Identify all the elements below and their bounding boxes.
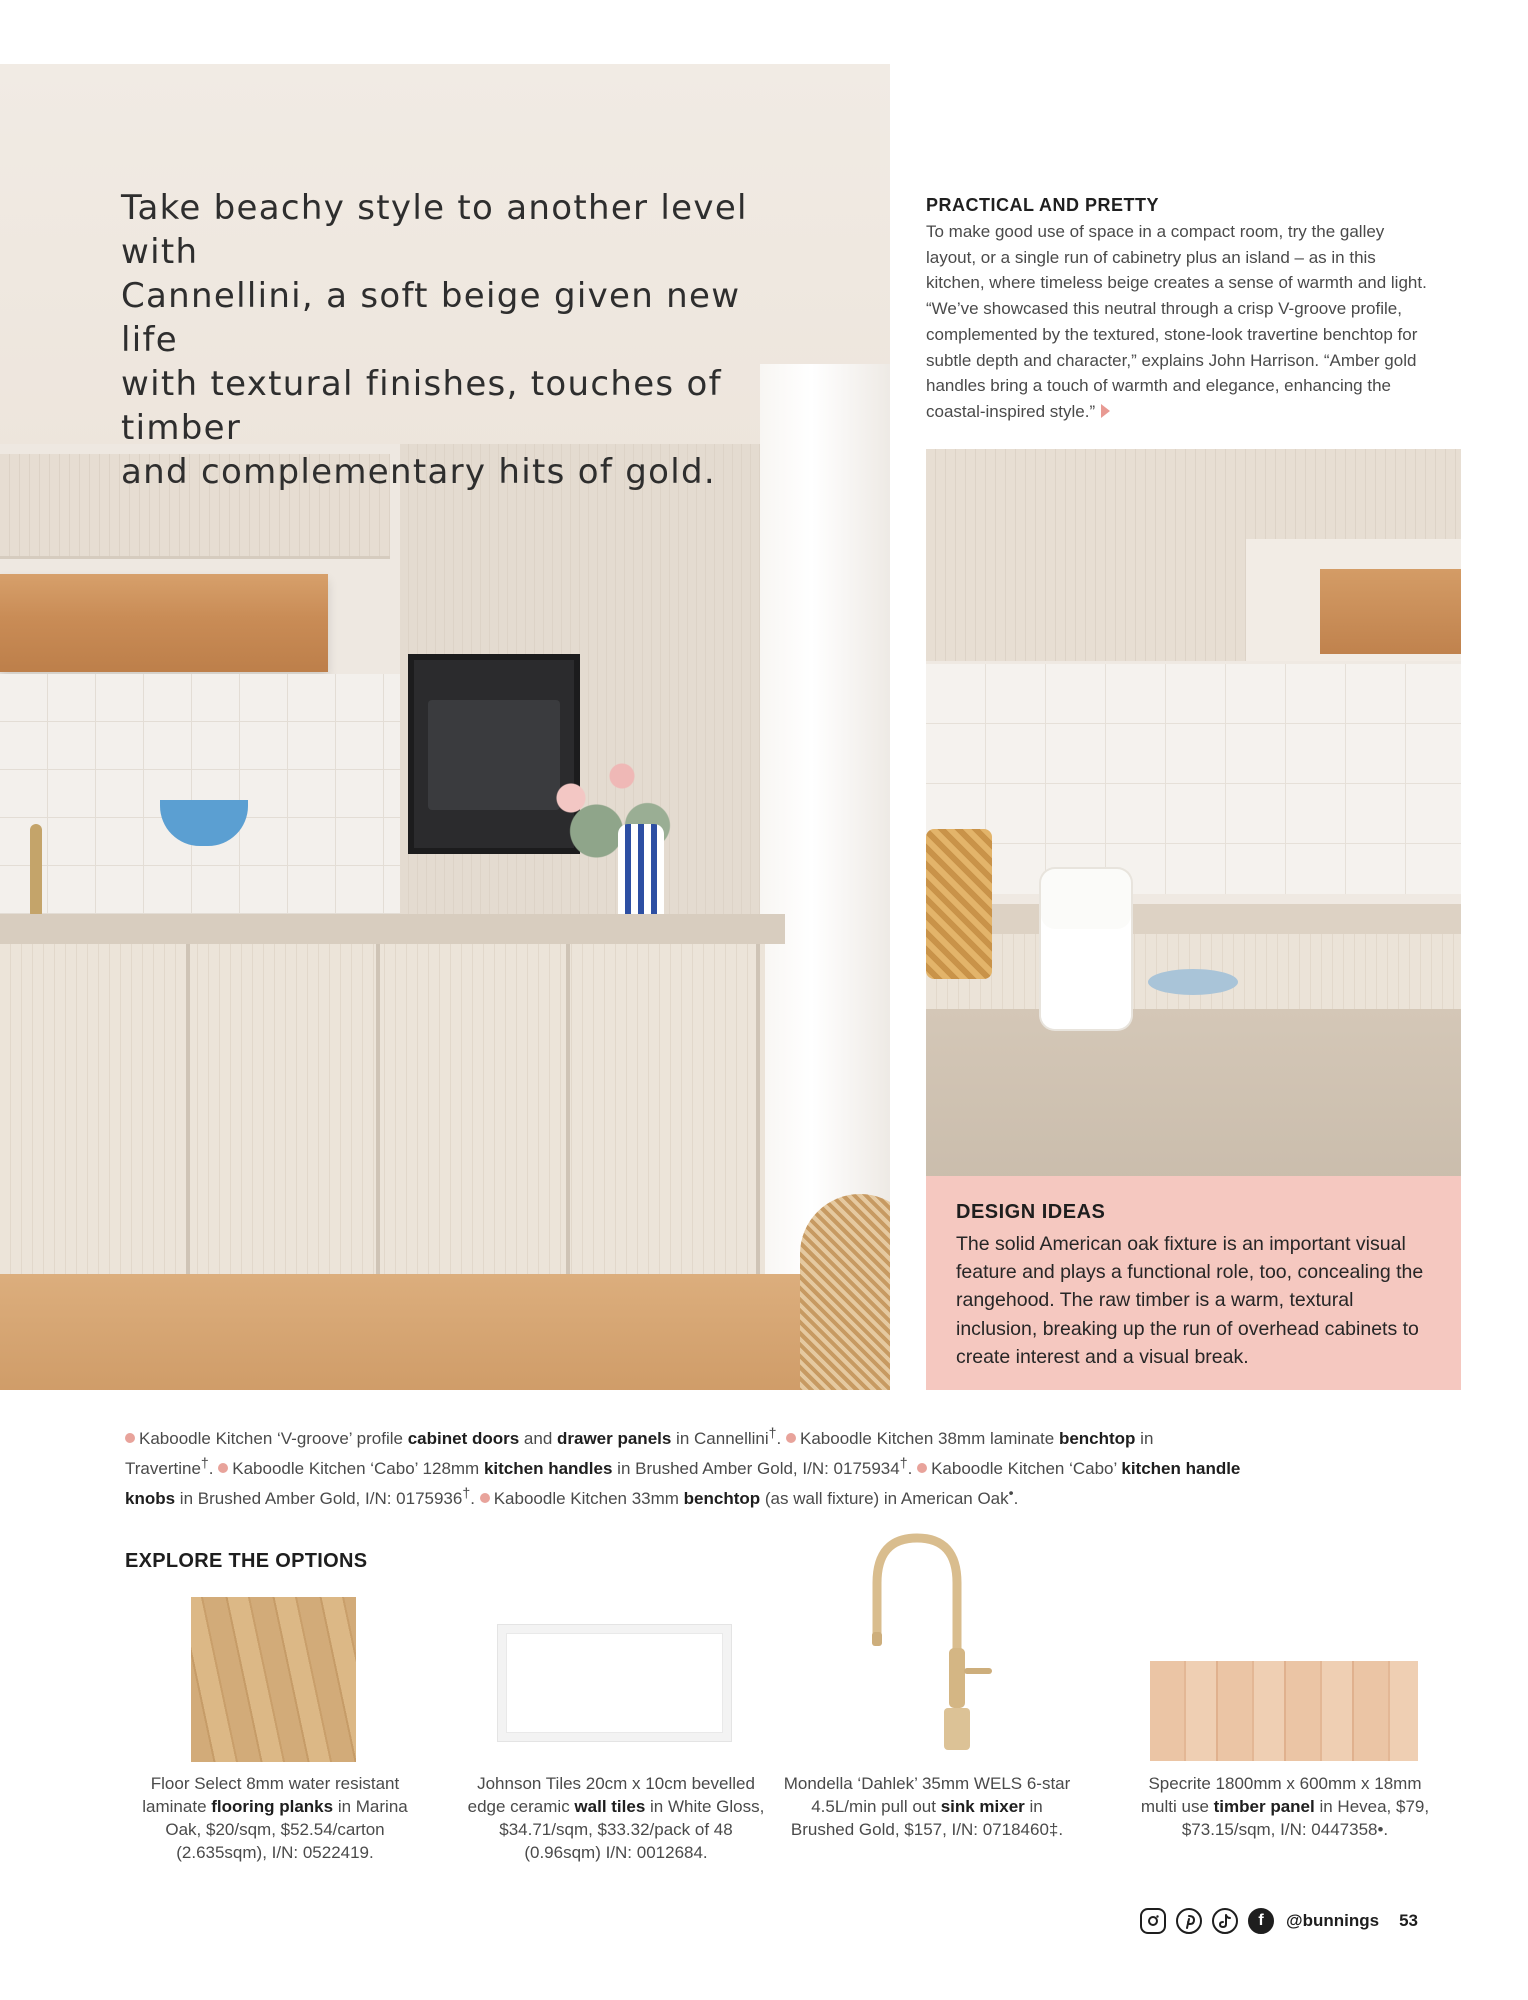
explore-heading: EXPLORE THE OPTIONS	[125, 1550, 368, 1572]
wall-tile-image	[497, 1624, 732, 1742]
design-ideas-heading: DESIGN IDEAS	[956, 1201, 1106, 1223]
bullet-icon	[917, 1463, 927, 1473]
bullet-icon	[480, 1493, 490, 1503]
product-flooring-text: Floor Select 8mm water resistant laminate flooring planks in Marina Oak, $20/sqm, $52.54/carton (2.635sqm), I/N: 0522419.	[142, 1774, 408, 1862]
design-ideas-box	[926, 1176, 1461, 1390]
caption-item: Kaboodle Kitchen 38mm laminate benchtop in Travertine†.	[125, 1428, 1154, 1478]
product-wall-tiles-text: Johnson Tiles 20cm x 10cm bevelled edge ceramic wall tiles in White Gloss, $34.71/sqm, $33.32/pack of 48 (0.96sqm) I/N: 0012684.	[467, 1774, 765, 1862]
caption-item: Kaboodle Kitchen ‘Cabo’ 128mm kitchen handles in Brushed Amber Gold, I/N: 0175934†.	[218, 1459, 912, 1478]
facebook-icon[interactable]: f	[1248, 1908, 1274, 1934]
bullet-icon	[125, 1433, 135, 1443]
sink-mixer-image	[852, 1528, 1002, 1758]
social-handle[interactable]: @bunnings	[1286, 1911, 1380, 1930]
product-sink-mixer-text: Mondella ‘Dahlek’ 35mm WELS 6-star 4.5L/min pull out sink mixer in Brushed Gold, $157, I/N: 0718460‡.	[783, 1774, 1071, 1839]
hero-quote-line: Take beachy style to another level with	[121, 188, 748, 272]
caption-item: Kaboodle Kitchen 33mm benchtop (as wall fixture) in American Oak•.	[480, 1489, 1019, 1508]
practical-body	[926, 219, 1432, 425]
caption-item: Kaboodle Kitchen ‘Cabo’ kitchen handle knobs in Brushed Amber Gold, I/N: 0175936†.	[125, 1458, 1241, 1508]
practical-heading: PRACTICAL AND PRETTY	[926, 195, 1160, 215]
product-timber-panel-text: Specrite 1800mm x 600mm x 18mm multi use timber panel in Hevea, $79, $73.15/sqm, I/N: 0447358•.	[1140, 1774, 1430, 1839]
flooring-planks-image	[191, 1597, 356, 1762]
kitchen-detail-photo	[926, 449, 1461, 1176]
page-footer	[1140, 1906, 1418, 1936]
bullet-icon	[218, 1463, 228, 1473]
caption-item: Kaboodle Kitchen ‘V-groove’ profile cabinet doors and drawer panels in Cannellini†.	[125, 1429, 781, 1448]
hero-quote-line: with textural finishes, touches of timber	[121, 364, 722, 448]
bullet-icon	[786, 1433, 796, 1443]
hero-quote-line: and complementary hits of gold.	[121, 452, 716, 492]
timber-panel-image	[1150, 1661, 1418, 1761]
tiktok-icon[interactable]	[1212, 1908, 1238, 1934]
practical-body-text: To make good use of space in a compact room, try the galley layout, or a single run of cabinetry plus an island – as in this kitchen, where timeless beige creates a sense of warmth and light. “We’ve showcased this neutral through a crisp V-groove profile, complemented by the textured, stone-look travertine benchtop for subtle depth and character,” explains John Harrison. “Amber gold handles bring a touch of warmth and elegance, enhancing the coastal-inspired style.”	[926, 222, 1427, 421]
design-ideas-body: The solid American oak fixture is an important visual feature and plays a functional role, too, concealing the rangehood. The raw timber is a warm, textural inclusion, breaking up the run of overhead cabinets to create interest and a visual break.	[956, 1233, 1424, 1368]
pinterest-icon[interactable]	[1176, 1908, 1202, 1934]
hero-quote	[121, 186, 801, 494]
instagram-icon[interactable]	[1140, 1908, 1166, 1934]
product-caption	[125, 1421, 1245, 1511]
continue-arrow-icon	[1101, 404, 1110, 418]
hero-quote-line: Cannellini, a soft beige given new life	[121, 276, 741, 360]
page-number: 53	[1399, 1911, 1418, 1930]
